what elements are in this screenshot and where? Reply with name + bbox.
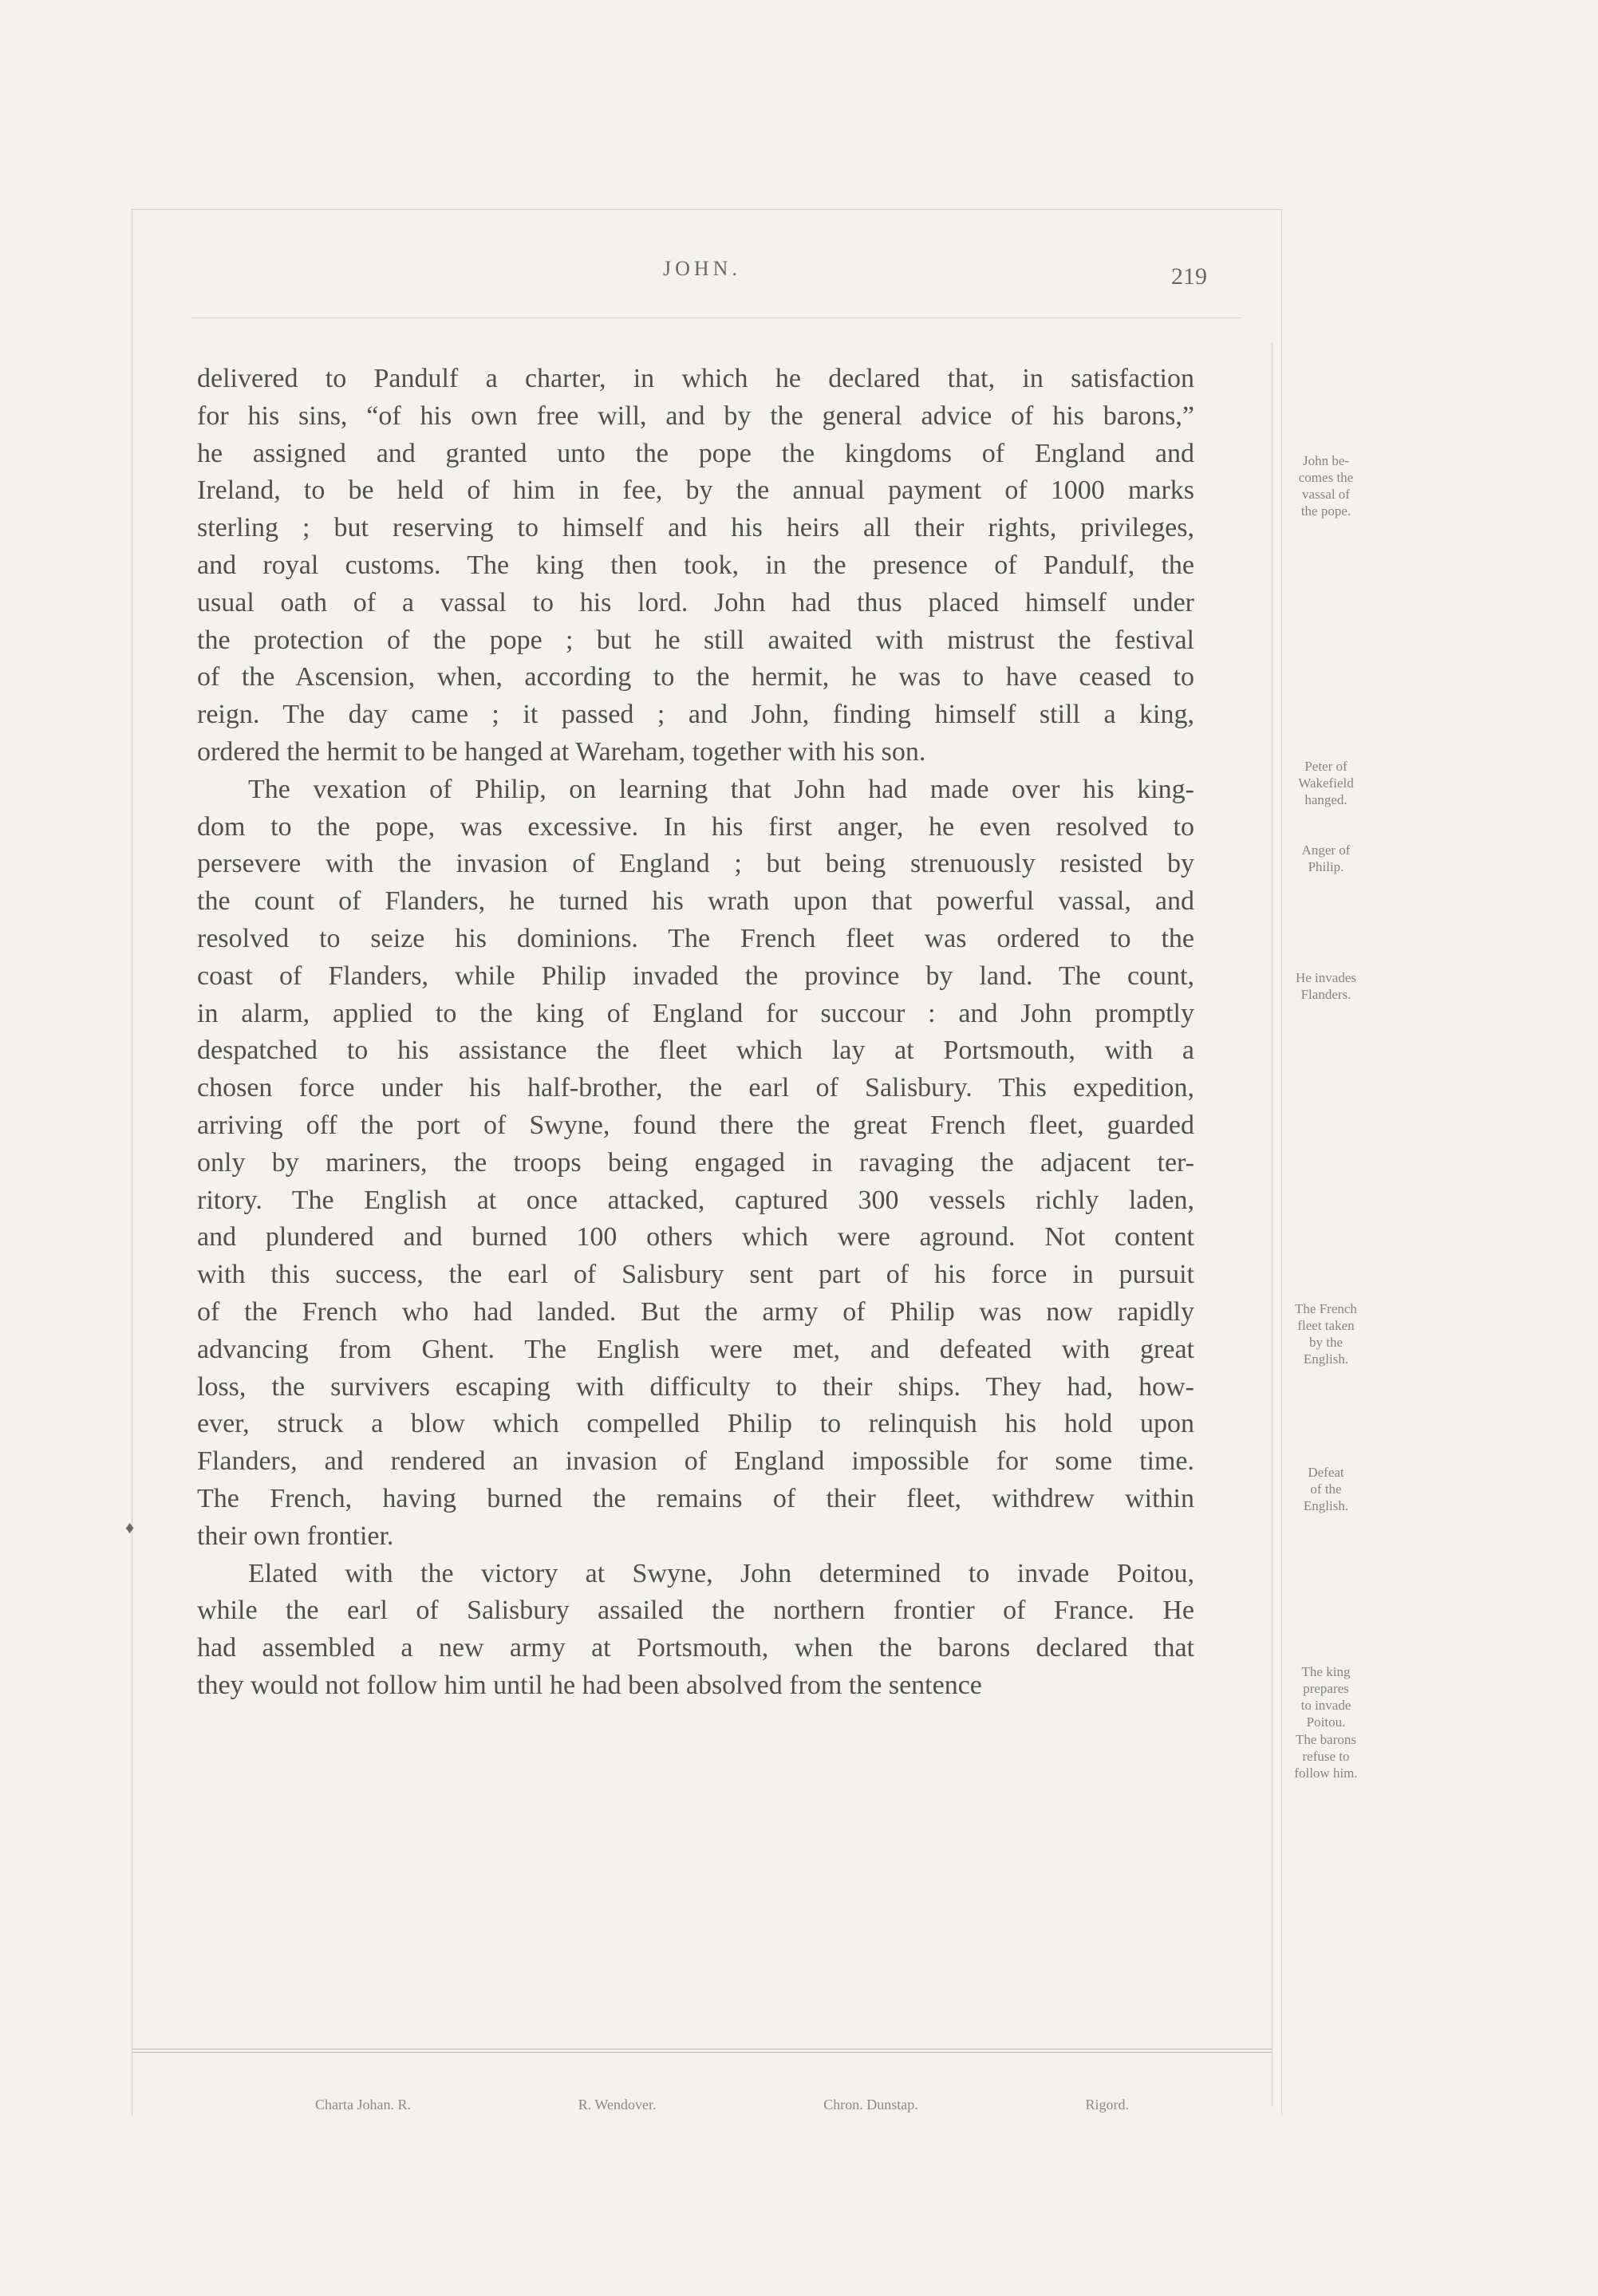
text-line: arriving off the port of Swyne, found there the great French fleet, guarded bbox=[197, 1110, 1194, 1140]
text-line: of the French who had landed. But the army of Philip was now rapidly bbox=[197, 1296, 1194, 1327]
text-line: The French, having burned the remains of their fleet, withdrew within bbox=[197, 1483, 1194, 1513]
sidenote-line: of the bbox=[1310, 1481, 1342, 1497]
text-line: their own frontier. bbox=[197, 1521, 394, 1551]
text-line: and plundered and burned 100 others which were aground. Not content bbox=[197, 1222, 1194, 1253]
sidenote bbox=[1246, 452, 1406, 519]
sidenote-line: English. bbox=[1303, 1351, 1349, 1367]
sidenote-line: The king bbox=[1301, 1664, 1351, 1679]
sidenote-line: vassal of bbox=[1302, 487, 1350, 502]
citation: Rigord. bbox=[1085, 2097, 1129, 2113]
text-line: with this success, the earl of Salisbury sent part of his force in pursuit bbox=[197, 1260, 1194, 1290]
text-line: Ireland, to be held of him in fee, by the annual payment of 1000 marks bbox=[197, 475, 1194, 506]
sidenote bbox=[1246, 1464, 1406, 1514]
footer-citations bbox=[315, 2097, 1129, 2113]
sidenote bbox=[1246, 842, 1406, 875]
sidenote-line: John be- bbox=[1302, 453, 1350, 468]
citation: Chron. Dunstap. bbox=[823, 2097, 918, 2113]
text-line: loss, the survivers escaping with difficulty to their ships. They had, how- bbox=[197, 1371, 1194, 1402]
text-line: usual oath of a vassal to his lord. John had thus placed himself under bbox=[197, 587, 1194, 617]
citation: R. Wendover. bbox=[578, 2097, 657, 2113]
sidenote bbox=[1246, 758, 1406, 808]
text-line: sterling ; but reserving to himself and his heirs all their rights, privileges, bbox=[197, 513, 1194, 543]
sidenote-line: prepares bbox=[1303, 1681, 1349, 1696]
text-line: persevere with the invasion of England ; but being strenuously resisted by bbox=[197, 849, 1194, 879]
sidenote-line: hanged. bbox=[1304, 792, 1347, 807]
sidenote-line: Anger of bbox=[1301, 842, 1351, 858]
sidenote bbox=[1246, 1663, 1406, 1730]
sidenote-line: English. bbox=[1303, 1498, 1349, 1513]
text-line: of the Ascension, when, according to the hermit, he was to have ceased to bbox=[197, 662, 1194, 692]
text-line: The vexation of Philip, on learning that John had made over his king- bbox=[248, 774, 1194, 804]
text-line: ordered the hermit to be hanged at Wareham, together with his son. bbox=[197, 736, 926, 767]
text-line: chosen force under his half-brother, the earl of Salisbury. This expedition, bbox=[197, 1073, 1194, 1103]
sidenote-line: Wakefield bbox=[1298, 775, 1354, 791]
text-line: despatched to his assistance the fleet which lay at Portsmouth, with a bbox=[197, 1036, 1194, 1066]
sidenote-line: comes the bbox=[1298, 470, 1354, 485]
sidenote-line: fleet taken bbox=[1297, 1318, 1355, 1333]
text-line: had assembled a new army at Portsmouth, when the barons declared that bbox=[197, 1633, 1194, 1663]
text-line: ritory. The English at once attacked, captured 300 vessels richly laden, bbox=[197, 1185, 1194, 1215]
sidenote-line: refuse to bbox=[1302, 1749, 1350, 1764]
sidenote-line: Poitou. bbox=[1306, 1714, 1346, 1730]
text-line: advancing from Ghent. The English were met, and defeated with great bbox=[197, 1334, 1194, 1364]
sidenote-line: by the bbox=[1308, 1335, 1344, 1350]
sidenote bbox=[1246, 1731, 1406, 1781]
text-line: Elated with the victory at Swyne, John determined to invade Poitou, bbox=[248, 1558, 1194, 1588]
text-line: they would not follow him until he had been absolved from the sentence bbox=[197, 1670, 982, 1700]
text-line: in alarm, applied to the king of England for succour : and John promptly bbox=[197, 998, 1194, 1028]
bottom-rule bbox=[132, 2049, 1272, 2053]
text-line: Flanders, and rendered an invasion of England impossible for some time. bbox=[197, 1446, 1194, 1477]
sidenote-line: Peter of bbox=[1304, 759, 1347, 774]
text-line: only by mariners, the troops being engaged in ravaging the adjacent ter- bbox=[197, 1147, 1194, 1178]
text-line: resolved to seize his dominions. The French fleet was ordered to the bbox=[197, 923, 1194, 953]
sidenote-line: to invade bbox=[1300, 1698, 1351, 1713]
sidenote-line: The French bbox=[1295, 1301, 1357, 1316]
text-line: for his sins, “of his own free will, and by the general advice of his barons,” bbox=[197, 400, 1194, 431]
margin-mark: ♦ bbox=[125, 1517, 135, 1537]
sidenote-line: the pope. bbox=[1300, 503, 1351, 519]
citation: Charta Johan. R. bbox=[315, 2097, 411, 2113]
text-line: delivered to Pandulf a charter, in which he declared that, in satisfaction bbox=[197, 364, 1194, 393]
sidenote-line: The barons bbox=[1295, 1732, 1356, 1747]
text-line: ever, struck a blow which compelled Philip to relinquish his hold upon bbox=[197, 1409, 1194, 1439]
running-title: JOHN. bbox=[663, 257, 741, 280]
page-number: 219 bbox=[1171, 263, 1207, 290]
sidenote-line: Flanders. bbox=[1300, 987, 1351, 1002]
sidenote-line: follow him. bbox=[1294, 1765, 1358, 1781]
sidenote-line: Philip. bbox=[1308, 859, 1344, 874]
sidenote-line: He invades bbox=[1295, 970, 1356, 985]
sidenote bbox=[1246, 1300, 1406, 1367]
text-line: the protection of the pope ; but he still awaited with mistrust the festival bbox=[197, 625, 1194, 655]
text-line: while the earl of Salisbury assailed the northern frontier of France. He bbox=[197, 1596, 1194, 1626]
text-line: he assigned and granted unto the pope the kingdoms of England and bbox=[197, 438, 1194, 468]
sidenote bbox=[1246, 969, 1406, 1003]
text-line: reign. The day came ; it passed ; and John, finding himself still a king, bbox=[197, 700, 1194, 730]
text-line: and royal customs. The king then took, in the presence of Pandulf, the bbox=[197, 550, 1194, 580]
text-line: coast of Flanders, while Philip invaded the province by land. The count, bbox=[197, 961, 1194, 991]
body-text bbox=[197, 361, 1194, 1705]
text-line: the count of Flanders, he turned his wrath upon that powerful vassal, and bbox=[197, 886, 1194, 917]
text-line: dom to the pope, was excessive. In his first anger, he even resolved to bbox=[197, 811, 1194, 842]
sidenote-line: Defeat bbox=[1308, 1465, 1344, 1480]
